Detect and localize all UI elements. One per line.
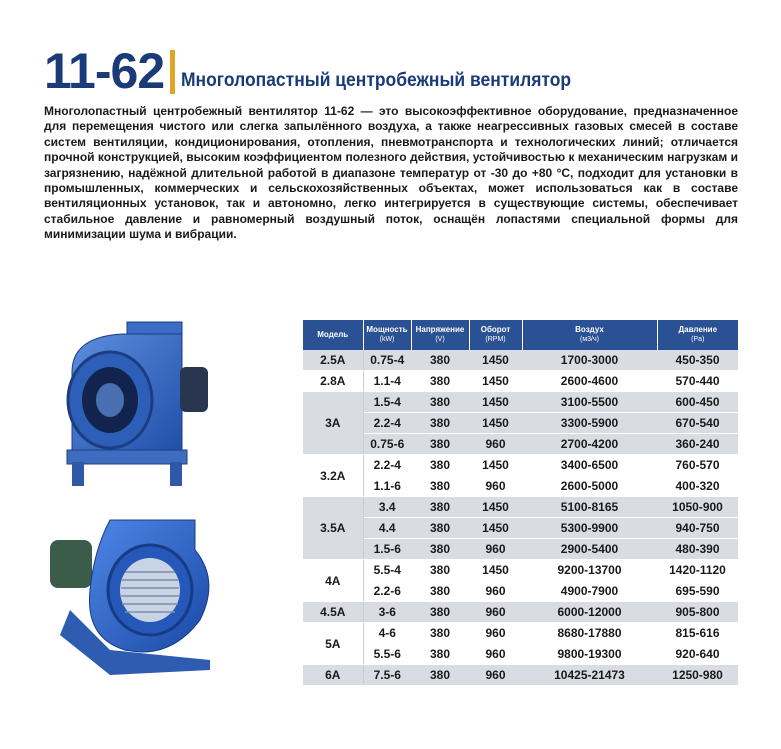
table-cell: 3300-5900 [522,413,657,434]
table-cell: 920-640 [657,644,738,665]
column-header-label: Напряжение [415,325,465,334]
table-cell: 760-570 [657,455,738,476]
table-body [303,350,738,686]
table-cell: 2.2-6 [363,581,411,602]
column-header-unit: (Pa) [691,336,705,343]
column-header-label: Модель [317,330,349,339]
table-cell: 5.5-6 [363,644,411,665]
table-cell: 1.5-6 [363,539,411,560]
model-cell: 3.5A [303,497,363,560]
table-cell: 905-800 [657,602,738,623]
table-row [303,371,738,392]
table-row [303,602,738,623]
table-row [303,644,738,665]
column-header-unit: (kW) [379,336,395,343]
table-cell: 6000-12000 [522,602,657,623]
table-cell: 815-616 [657,623,738,644]
table-cell: 960 [469,665,522,686]
table-cell: 380 [411,497,469,518]
column-header-label: Мощность [366,325,408,334]
table-cell: 380 [411,602,469,623]
table-row [303,665,738,686]
table-row [303,539,738,560]
table-cell: 3100-5500 [522,392,657,413]
table-cell: 1450 [469,350,522,371]
model-cell: 3.2A [303,455,363,497]
table-cell: 670-540 [657,413,738,434]
column-header [303,320,363,350]
product-description: Многолопастный центробежный вентилятор 11-62 — это высокоэффективное оборудование, предназначенное для перемещения чистого или слегка запылённого воздуха, а также неагрессивных газовых смесей в составе систем вентиляции, кондиционирования, отопления, пневмотранспорта и технологических линий; отличается прочной конструкцией, высоким коэффициентом полезного действия, устойчивостью к механическим нагрузкам и загрязнению, надёжной длительной работой в диапазоне температур от -30 до +80 °С, подходит для установки в промышленных, коммерческих и сельскохозяйственных объектах, может использоваться как в составе вентиляционных установок, так и автономно, легко интегрируется в существующие системы, обеспечивает стабильное давление и равномерный воздушный поток, оснащён лопастями специальной формы для минимизации шума и вибрации. [44,104,738,242]
column-header-label: Воздух [575,325,604,334]
table-cell: 1450 [469,560,522,581]
specs-table [303,320,738,686]
table-cell: 10425-21473 [522,665,657,686]
table-cell: 5300-9900 [522,518,657,539]
table-cell: 9800-19300 [522,644,657,665]
column-header [469,320,522,350]
model-cell: 5A [303,623,363,665]
column-header [363,320,411,350]
model-code: 11-62 [44,43,165,99]
model-cell: 2.5A [303,350,363,371]
table-cell: 4.4 [363,518,411,539]
table-cell: 2900-5400 [522,539,657,560]
column-header [657,320,738,350]
column-header [522,320,657,350]
table-cell: 960 [469,476,522,497]
table-cell: 1450 [469,413,522,434]
table-row [303,476,738,497]
model-cell: 2.8A [303,371,363,392]
model-cell: 4.5A [303,602,363,623]
table-row [303,413,738,434]
table-cell: 3400-6500 [522,455,657,476]
column-header-unit: (м3/ч) [580,336,599,343]
centrifugal-fan-photo-1 [52,312,222,492]
table-header-row [303,320,738,350]
table-cell: 1.1-4 [363,371,411,392]
table-cell: 380 [411,392,469,413]
table-cell: 0.75-6 [363,434,411,455]
table-cell: 940-750 [657,518,738,539]
table-cell: 1700-3000 [522,350,657,371]
model-cell: 6A [303,665,363,686]
table-cell: 960 [469,623,522,644]
table-cell: 960 [469,581,522,602]
table-cell: 1450 [469,497,522,518]
table-row [303,518,738,539]
table-cell: 380 [411,665,469,686]
title-divider [170,50,175,94]
table-cell: 1.1-6 [363,476,411,497]
table-cell: 1450 [469,392,522,413]
table-cell: 450-350 [657,350,738,371]
table-cell: 2.2-4 [363,413,411,434]
table-row [303,350,738,371]
table-cell: 695-590 [657,581,738,602]
table-cell: 380 [411,371,469,392]
table-row [303,434,738,455]
column-header-label: Оборот [480,325,511,334]
table-cell: 8680-17880 [522,623,657,644]
table-row [303,392,738,413]
table-cell: 380 [411,623,469,644]
model-cell: 3A [303,392,363,455]
table-cell: 2600-5000 [522,476,657,497]
table-cell: 9200-13700 [522,560,657,581]
column-header-unit: (V) [435,336,445,343]
table-cell: 380 [411,539,469,560]
table-cell: 380 [411,644,469,665]
table-cell: 380 [411,560,469,581]
header [44,43,605,99]
column-header-label: Давление [678,325,718,334]
table-cell: 2.2-4 [363,455,411,476]
table-cell: 570-440 [657,371,738,392]
table-cell: 400-320 [657,476,738,497]
table-cell: 360-240 [657,434,738,455]
table-cell: 960 [469,644,522,665]
table-cell: 3.4 [363,497,411,518]
table-cell: 1420-1120 [657,560,738,581]
table-cell: 1450 [469,371,522,392]
table-cell: 0.75-4 [363,350,411,371]
table-cell: 380 [411,518,469,539]
table-cell: 5100-8165 [522,497,657,518]
table-cell: 4-6 [363,623,411,644]
table-cell: 1.5-4 [363,392,411,413]
centrifugal-fan-photo-2 [50,510,230,685]
table-cell: 960 [469,602,522,623]
table-row [303,581,738,602]
table-cell: 1450 [469,518,522,539]
table-cell: 380 [411,455,469,476]
table-cell: 2700-4200 [522,434,657,455]
table-row [303,497,738,518]
table-cell: 2600-4600 [522,371,657,392]
table-cell: 380 [411,350,469,371]
table-cell: 380 [411,581,469,602]
column-header [411,320,469,350]
table-cell: 380 [411,434,469,455]
table-cell: 960 [469,539,522,560]
table-cell: 4900-7900 [522,581,657,602]
page-title: Многолопастный центробежный вентилятор [181,70,572,91]
table-cell: 600-450 [657,392,738,413]
table-cell: 380 [411,413,469,434]
table-cell: 1050-900 [657,497,738,518]
column-header-unit: (RPM) [485,336,506,343]
model-cell: 4A [303,560,363,602]
table-cell: 1250-980 [657,665,738,686]
table-row [303,560,738,581]
table-cell: 7.5-6 [363,665,411,686]
table-cell: 1450 [469,455,522,476]
table-cell: 380 [411,476,469,497]
table-cell: 3-6 [363,602,411,623]
table-cell: 960 [469,434,522,455]
table-cell: 5.5-4 [363,560,411,581]
table-cell: 480-390 [657,539,738,560]
table-row [303,455,738,476]
table-row [303,623,738,644]
